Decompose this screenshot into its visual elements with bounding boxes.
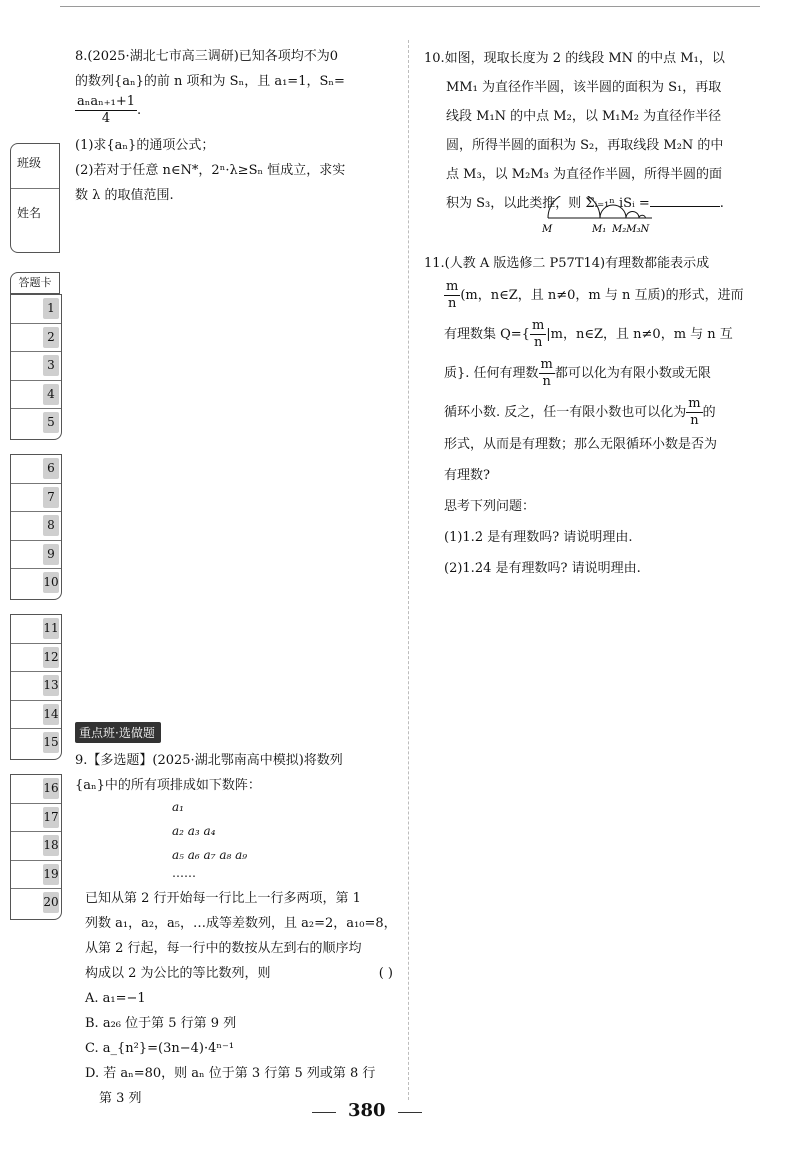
- answer-slot: [11, 643, 61, 672]
- q11-frac-c: [539, 357, 555, 390]
- column-divider: [408, 40, 409, 1100]
- answer-slot-number: 8: [43, 515, 59, 536]
- semicircle-3: [626, 212, 639, 219]
- section-badge: 重点班·选做题: [75, 722, 161, 743]
- q9-option-d: D. 若 aₙ=80，则 aₙ 位于第 3 行第 5 列或第 8 行: [85, 1066, 376, 1081]
- answer-group-1: [10, 294, 62, 440]
- question-8: 8.(2025·湖北七市高三调研)已知各项均不为0 的数列{aₙ}的前 n 项和为 Sₙ，且 a₁=1，Sₙ= $\frac{\text{aₙaₙ₊₁+1}}{4}$ . (1)求{aₙ}的通项公式； (2)若对于任意 n∈N*，2ⁿ·λ≥Sₙ 恒成立，求实 数 λ 的取值范围.: [75, 44, 403, 208]
- q10-line3: 线段 M₁N 的中点 M₂，以 M₁M₂ 为直径作半径: [446, 109, 722, 124]
- q8-frac-num: aₙaₙ₊₁+1: [77, 94, 135, 109]
- answer-slot-number: 7: [43, 487, 59, 508]
- q8-part2: (2)若对于任意 n∈N*，2ⁿ·λ≥Sₙ 恒成立，求实: [75, 163, 346, 178]
- q9-option-a: A. a₁=−1: [85, 991, 146, 1006]
- name-label: 姓名: [17, 206, 42, 220]
- answer-slot-number: 6: [43, 458, 59, 479]
- q9-option-d-cont: 第 3 列: [99, 1091, 142, 1106]
- answer-slot: [11, 831, 61, 860]
- question-9-body: [85, 886, 403, 1111]
- q9-text4: 构成以 2 为公比的等比数列，则: [85, 966, 271, 981]
- matrix-row-1: a₁: [172, 800, 184, 814]
- answer-slot: [11, 455, 61, 483]
- question-9: [75, 748, 403, 798]
- frac-m: m: [540, 357, 553, 372]
- q10-line4: 圆，所得半圆的面积为 S₂，再取线段 M₂N 的中: [446, 138, 724, 153]
- page-dash-right: [398, 1112, 422, 1113]
- q9-line1: 9.【多选题】(2025·湖北鄂南高中模拟)将数列: [75, 753, 343, 768]
- q10-line5: 点 M₃，以 M₂M₃ 为直径作半圆，所得半圆的面: [446, 167, 722, 182]
- frac-m: m: [446, 279, 459, 294]
- answer-slot-number: 2: [43, 327, 59, 348]
- answer-slot-number: 15: [43, 732, 59, 753]
- answer-slot: [11, 568, 61, 597]
- q9-option-c: C. a_{n²}=(3n−4)·4ⁿ⁻¹: [85, 1041, 235, 1056]
- page-number: 380: [348, 1100, 386, 1121]
- q9-answer-paren: ( ): [378, 966, 393, 981]
- answer-slot: [11, 803, 61, 832]
- q11-line2: (m，n∈Z，且 n≠0，m 与 n 互质)的形式，进而: [460, 288, 744, 303]
- label-m1: M₁: [592, 224, 607, 235]
- q9-line2: {aₙ}中的所有项排成如下数阵：: [75, 778, 261, 793]
- q11-part1: (1)1.2̇ 是有理数吗? 请说明理由.: [444, 530, 633, 545]
- q8-part1: (1)求{aₙ}的通项公式；: [75, 138, 215, 153]
- q11-frac-a: [444, 279, 460, 312]
- answer-slot: [11, 728, 61, 757]
- label-m2m3n: M₂M₃N: [612, 224, 650, 235]
- answer-slot: [11, 860, 61, 889]
- answer-slot: [11, 295, 61, 323]
- answer-slot: [11, 671, 61, 700]
- frac-m: m: [531, 318, 545, 333]
- q11-line7: 有理数?: [444, 468, 490, 483]
- q11-line3a: 有理数集 Q={: [444, 327, 530, 342]
- q11-line3b: |m，n∈Z，且 n≠0，m 与 n 互: [546, 327, 733, 342]
- student-info-box: [10, 143, 60, 253]
- q11-line8: 思考下列问题：: [444, 499, 536, 514]
- answer-slot: [11, 380, 61, 409]
- answer-group-3: [10, 614, 62, 760]
- matrix-row-4: ……: [172, 866, 196, 880]
- q11-line5a: 循环小数. 反之，任一有限小数也可以化为: [444, 405, 687, 420]
- frac-n: n: [533, 335, 543, 350]
- q8-part2b: 数 λ 的取值范围.: [75, 188, 174, 203]
- q11-line4a: 质}. 任何有理数: [444, 366, 539, 381]
- answer-slot-number: 19: [43, 864, 59, 885]
- frac-m: m: [688, 396, 701, 411]
- answer-slot: [11, 540, 61, 569]
- q11-frac-b: [530, 318, 546, 351]
- q9-text2: 列数 a₁，a₂，a₅，…成等差数列，且 a₂=2，a₁₀=8，: [85, 916, 397, 931]
- answer-slot-number: 12: [43, 647, 59, 668]
- answer-slot: [11, 483, 61, 512]
- answer-slot-number: 20: [43, 892, 59, 913]
- page-dash-left: [312, 1112, 336, 1113]
- answer-group-2: [10, 454, 62, 600]
- answer-group-4: [10, 774, 62, 920]
- q11-part2: (2)1.2̇4̇ 是有理数吗? 请说明理由.: [444, 561, 641, 576]
- semicircle-1: [548, 196, 600, 218]
- frac-n: n: [447, 296, 457, 311]
- q8-frac-den: 4: [101, 111, 111, 126]
- answer-slot-number: 10: [43, 572, 59, 593]
- answer-slot: [11, 615, 61, 643]
- answer-slot-number: 14: [43, 704, 59, 725]
- q11-line5b: 的: [702, 405, 716, 420]
- question-10: [424, 44, 774, 218]
- frac-n: n: [690, 413, 699, 428]
- q9-option-b: B. a₂₆ 位于第 5 行第 9 列: [85, 1016, 237, 1031]
- frac-n: n: [542, 374, 551, 389]
- q10-line6: 积为 S₃，以此类推，则 Σᵢ₌₁ⁿ iSᵢ =: [446, 196, 650, 211]
- answer-slot-number: 17: [43, 807, 59, 828]
- q10-line2: MM₁ 为直径作半圆，该半圆的面积为 S₁，再取: [446, 80, 722, 95]
- question-11: [424, 248, 774, 584]
- top-rule: [60, 6, 760, 7]
- answer-slot: [11, 351, 61, 380]
- matrix-row-3: a₅ a₆ a₇ a₈ a₉: [172, 848, 248, 862]
- answer-slot: [11, 511, 61, 540]
- q11-line4b: 都可以化为有限小数或无限: [554, 366, 711, 381]
- q8-line2: 的数列{aₙ}的前 n 项和为 Sₙ，且 a₁=1，Sₙ=: [75, 74, 345, 89]
- answer-slot: [11, 888, 61, 917]
- answer-slot: [11, 700, 61, 729]
- answer-slot-number: 1: [43, 298, 59, 319]
- semicircle-figure: [540, 196, 670, 238]
- answer-card-label: 答题卡: [10, 272, 60, 294]
- answer-slot-number: 4: [43, 384, 59, 405]
- answer-slot: [11, 775, 61, 803]
- answer-slot-number: 18: [43, 835, 59, 856]
- answer-slot-number: 11: [43, 618, 59, 639]
- answer-slot-number: 16: [43, 778, 59, 799]
- q9-text3: 从第 2 行起，每一行中的数按从左到右的顺序均: [85, 941, 362, 956]
- answer-slot: [11, 323, 61, 352]
- class-label: 班级: [17, 156, 42, 170]
- q8-line1: 8.(2025·湖北七市高三调研)已知各项均不为0: [75, 49, 339, 64]
- q11-frac-d: [686, 396, 702, 429]
- q9-text1: 已知从第 2 行开始每一行比上一行多两项，第 1: [85, 891, 361, 906]
- answer-slot: [11, 408, 61, 437]
- answer-slot-number: 3: [43, 355, 59, 376]
- answer-slot-number: 5: [43, 412, 59, 433]
- label-m: M: [542, 224, 553, 235]
- answer-slot-number: 13: [43, 675, 59, 696]
- answer-slot-number: 9: [43, 544, 59, 565]
- q11-line1: 11.(人教 A 版选修二 P57T14)有理数都能表示成: [424, 256, 710, 271]
- matrix-row-2: a₂ a₃ a₄: [172, 824, 216, 838]
- q8-fraction: [75, 94, 137, 127]
- q10-end: .: [719, 196, 724, 211]
- semicircle-2: [600, 205, 626, 218]
- q10-line1: 10.如图，现取长度为 2 的线段 MN 的中点 M₁，以: [424, 51, 725, 66]
- q11-line6: 形式，从而是有理数；那么无限循环小数是否为: [444, 437, 718, 452]
